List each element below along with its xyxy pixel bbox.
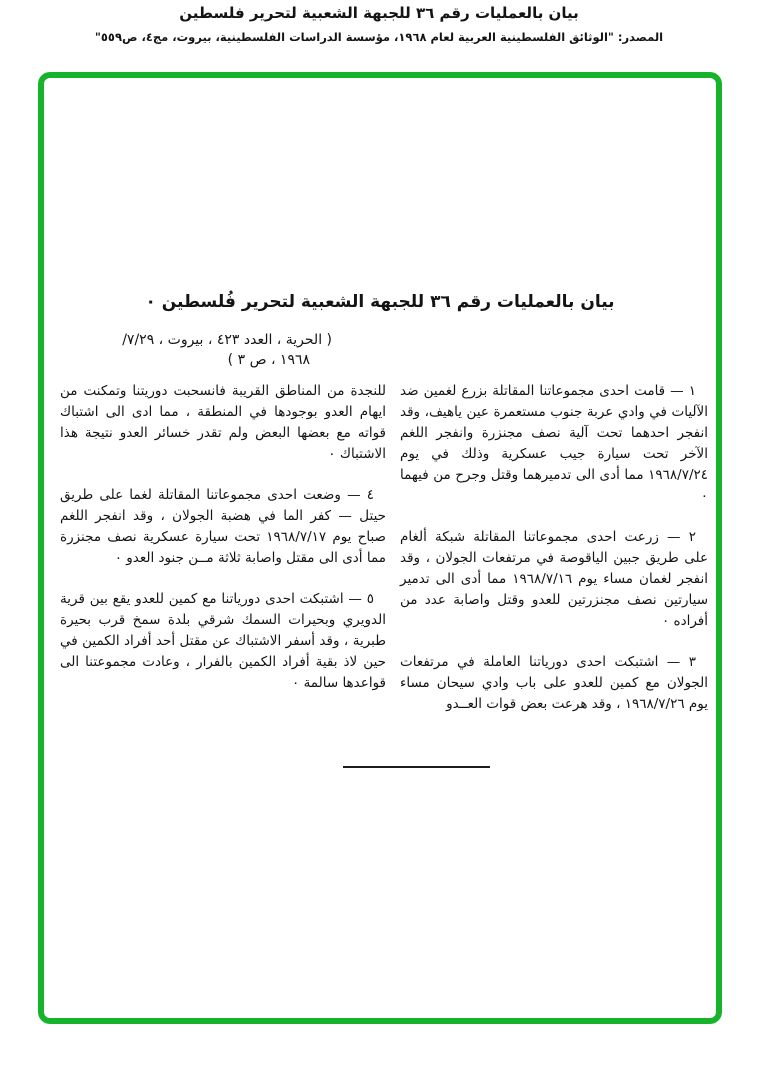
header-source-citation: المصدر: "الوثائق الفلسطينية العربية لعام ١٩٦٨، مؤسسة الدراسات الفلسطينية، بيروت، مج٤، ص٥٥٩" xyxy=(94,30,664,44)
operation-item-3-continuation: للنجدة من المناطق القريبة فانسحبت دوريتنا وتمكنت من ايهام العدو بوجودها في المنطقة ، مما ادى الى اشتباك قواته مع بعضها البعض ولم تقدر خسائر العدو نتيجة هذا الاشتباك ٠ xyxy=(60,383,386,462)
page-header xyxy=(0,4,758,44)
column-left xyxy=(60,381,386,714)
citation-line-1: ( الحرية ، العدد ٤٢٣ ، بيروت ، ٢٩‏/‏٧‏/ xyxy=(122,332,332,348)
publication-citation xyxy=(70,330,332,370)
divider-line xyxy=(343,766,490,768)
document-green-frame xyxy=(38,72,722,1024)
operation-item-1: ١ — قامت احدى مجموعاتنا المقاتلة بزرع لغمين ضد الآليات في وادي عربة جنوب مستعمرة عين ياهيف، وقد انفجر احدهما تحت آلية نصف مجنزرة وانفجر اللغم الآخر تحت سيارة جيب عسكرية وذلك في يوم ١٩٦٨/٧/٢٤ مما أدى الى تدميرهما وقتل وجرح من فيهما ٠ xyxy=(400,383,708,504)
operation-item-4: ٤ — وضعت احدى مجموعاتنا المقاتلة لغما على طريق حيتل — كفر الما في هضبة الجولان ، وقد انفجر اللغم صباح يوم ١٩٦٨/٧/١٧ تحت سيارة عسكرية نصف مجنزرة مما أدى الى مقتل واصابة ثلاثة مــن جنود العدو ٠ xyxy=(60,487,386,566)
header-title: بيان بالعمليات رقم ٣٦ للجبهة الشعبية لتحرير فلسطين xyxy=(179,4,579,22)
column-right xyxy=(400,381,708,735)
citation-line-2: ١٩٦٨ ، ص ٣ ) xyxy=(227,352,310,368)
document-title: بيان بالعمليات رقم ٣٦ للجبهة الشعبية لتحرير فُلسطين ٠ xyxy=(145,292,615,312)
operation-item-2: ٢ — زرعت احدى مجموعاتنا المقاتلة شبكة ألغام على طريق جبين الياقوصة في مرتفعات الجولان ، وقد انفجر لغمان مساء يوم ١٩٦٨/٧/١٦ مما أدى الى تدمير سيارتين نصف مجنزرتين للعدو وقتل واصابة عدد من أفراده ٠ xyxy=(400,529,709,629)
operation-item-5: ٥ — اشتبكت احدى دورياتنا مع كمين للعدو يقع بين قرية الدويري وبحيرات السمك شرقي بلدة سمخ قرب بحيرة طبرية ، وقد أسفر الاشتباك عن مقتل أحد أفراد الكمين في حين لاذ بقية أفراد الكمين بالفرار ، وعادت مجموعتنا الى قواعدها سالمة ٠ xyxy=(60,591,386,691)
operation-item-3: ٣ — اشتبكت احدى دورياتنا العاملة في مرتفعات الجولان مع كمين للعدو على باب وادي سيحان مساء يوم ١٩٦٨/٧/٢٦ ، وقد هرعت بعض قوات العــدو xyxy=(400,654,708,712)
